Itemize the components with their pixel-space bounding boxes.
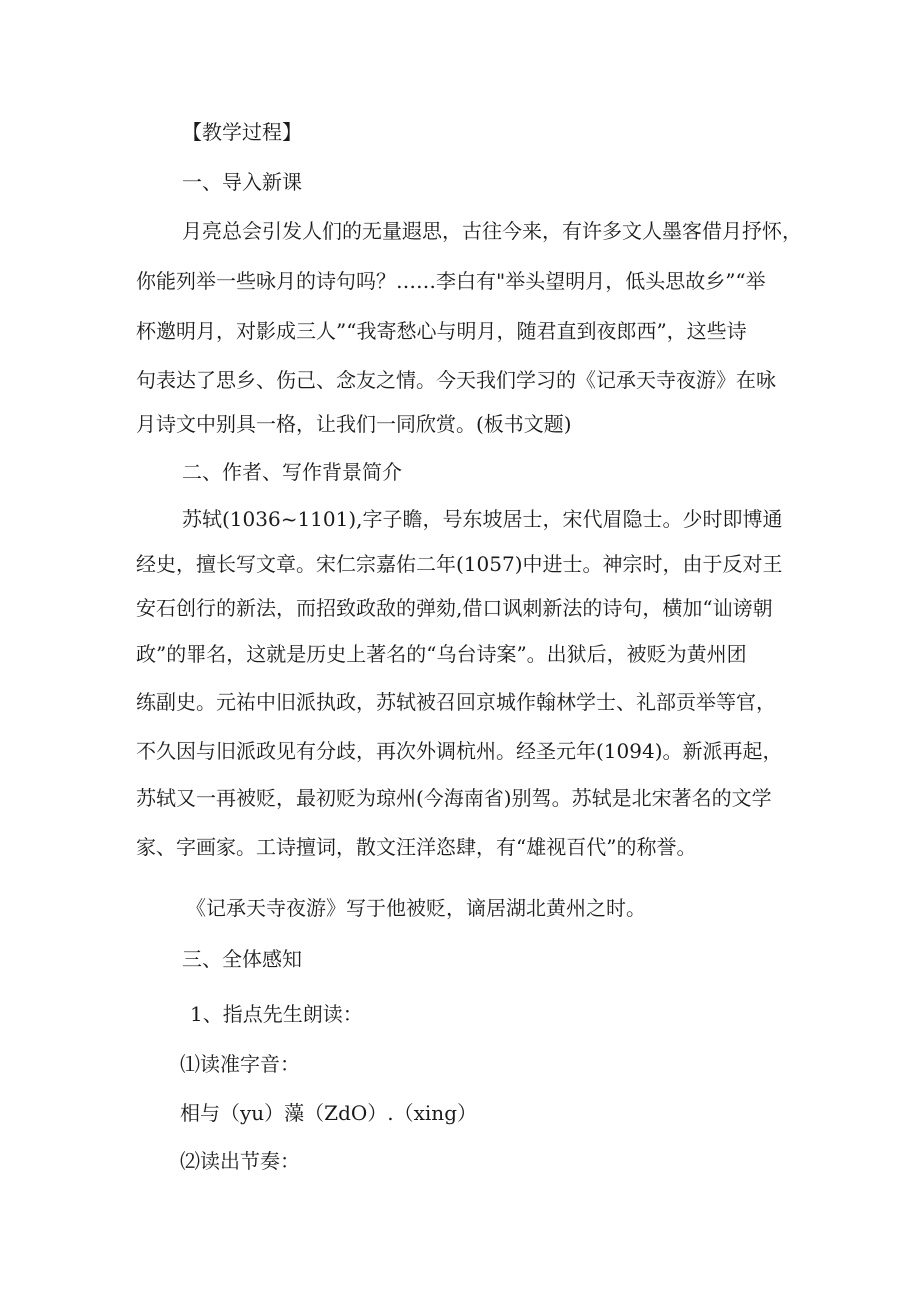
author-paragraph-line: 不久因与旧派政见有分歧，再次外调杭州。经圣元年(1094)。新派再起， xyxy=(136,739,783,763)
lesson-heading: 【教学过程】 xyxy=(182,120,302,144)
section-title-author: 二、作者、写作背景简介 xyxy=(182,460,402,484)
author-paragraph-line: 家、字画家。工诗擅词，散文汪洋恣肆，有“雄视百代”的称誉。 xyxy=(136,835,697,859)
section-title-perception: 三、全体感知 xyxy=(182,947,302,971)
intro-paragraph-line: 你能列举一些咏月的诗句吗？……李白有"举头望明月，低头思故乡”“举 xyxy=(136,269,766,293)
intro-paragraph-line: 月亮总会引发人们的无量遐思，古往今来，有许多文人墨客借月抒怀， xyxy=(182,219,802,243)
author-paragraph-line: 经史，擅长写文章。宋仁宗嘉佑二年(1057)中进士。神宗时，由于反对王 xyxy=(136,552,783,576)
section-title-intro: 一、导入新课 xyxy=(182,170,302,194)
author-paragraph-line: 政”的罪名，这就是历史上著名的“乌台诗案”。出狱后，被贬为黄州团 xyxy=(136,642,747,666)
background-sentence: 《记承天寺夜游》写于他被贬，谪居湖北黄州之时。 xyxy=(186,896,646,920)
list-item-reading: 1、指点先生朗读： xyxy=(190,1002,363,1026)
intro-paragraph-line: 月诗文中别具一格，让我们一同欣赏。(板书文题) xyxy=(136,412,572,436)
author-paragraph-line: 苏轼(1036~1101),字子瞻，号东坡居士，宋代眉隐士。少时即博通 xyxy=(182,507,783,531)
sub-item-rhythm: ⑵读出节奏： xyxy=(180,1149,300,1173)
pronunciation-line: 相与（yu）藻（ZdO）.（xing） xyxy=(180,1101,477,1125)
author-paragraph-line: 练副史。元祐中旧派执政，苏轼被召回京城作翰林学士、礼部贡举等官， xyxy=(136,690,776,714)
sub-item-pronunciation: ⑴读准字音： xyxy=(180,1052,300,1076)
intro-paragraph-line: 杯邀明月，对影成三人”“我寄愁心与明月，随君直到夜郎西”，这些诗 xyxy=(136,319,747,343)
author-paragraph-line: 苏轼又一再被贬，最初贬为琼州(今海南省)别驾。苏轼是北宋著名的文学 xyxy=(136,786,772,810)
author-paragraph-line: 安石创行的新法，而招致政敌的弹劾,借口讽刺新法的诗句，横加“讪谤朝 xyxy=(136,596,773,620)
intro-paragraph-line: 句表达了思乡、伤己、念友之情。今天我们学习的《记承天寺夜游》在咏 xyxy=(136,368,776,392)
